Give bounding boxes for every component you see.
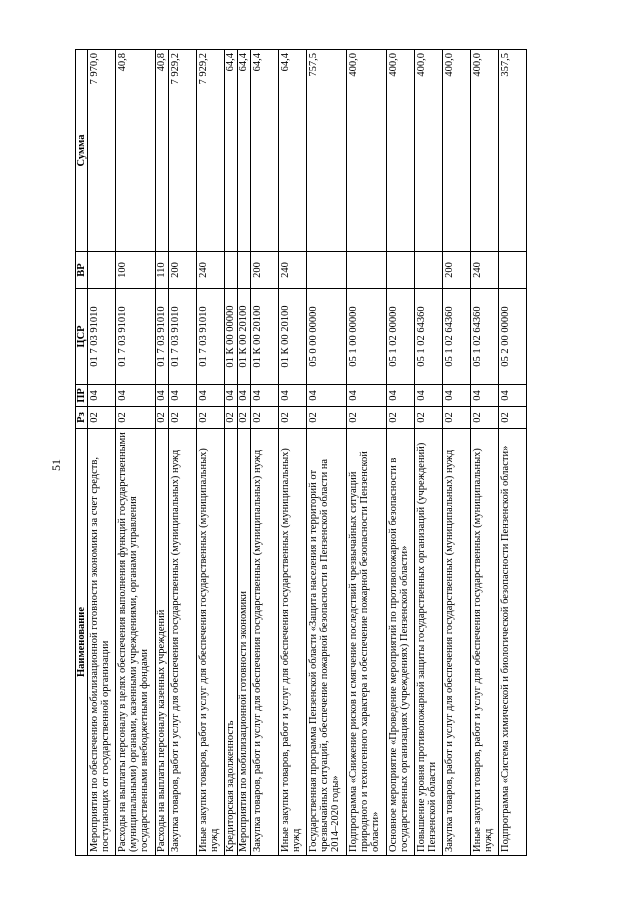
row-vr: [415, 252, 443, 289]
row-name: Иные закупки товаров, работ и услуг для обеспечения государственных (муниципальных) нужд: [471, 429, 499, 856]
row-vr: 200: [169, 252, 197, 289]
table-row: [387, 50, 415, 856]
row-csr: 01 7 03 91010: [197, 289, 225, 385]
row-vr: 110: [156, 252, 169, 289]
page-number: 51: [48, 459, 63, 471]
row-pr: 04: [387, 385, 415, 407]
table-row: [499, 50, 527, 856]
budget-table-sheet: [75, 50, 585, 856]
row-rz: 02: [169, 407, 197, 429]
row-pr: 04: [347, 385, 387, 407]
table-row: [169, 50, 197, 856]
row-rz: 02: [307, 407, 347, 429]
row-rz: 02: [88, 407, 116, 429]
row-vr: 240: [471, 252, 499, 289]
row-pr: 04: [156, 385, 169, 407]
header-name: Наименование: [76, 429, 88, 856]
row-vr: [307, 252, 347, 289]
row-vr: [225, 252, 238, 289]
row-name: Кредиторская задолженность: [225, 429, 238, 856]
row-csr: 05 0 00 00000: [307, 289, 347, 385]
table-row: [225, 50, 238, 856]
row-name: Закупка товаров, работ и услуг для обеспечения государственных (муниципальных) нужд: [169, 429, 197, 856]
row-sum: 40,8: [156, 50, 169, 252]
table-row: [415, 50, 443, 856]
row-vr: [499, 252, 527, 289]
row-vr: [238, 252, 251, 289]
row-vr: 100: [116, 252, 156, 289]
row-csr: 01 7 03 91010: [88, 289, 116, 385]
row-name: Основное мероприятие «Проведение мероприятий по противопожарной безопасности в государственных организациях (учреждениях) Пензенской области»: [387, 429, 415, 856]
row-name: Иные закупки товаров, работ и услуг для обеспечения государственных (муниципальных) нужд: [279, 429, 307, 856]
header-sum: Сумма: [76, 50, 88, 252]
row-sum: 757,5: [307, 50, 347, 252]
table-row: [238, 50, 251, 856]
table-row: [116, 50, 156, 856]
row-pr: 04: [116, 385, 156, 407]
row-sum: 400,0: [443, 50, 471, 252]
table-row: [279, 50, 307, 856]
row-csr: 05 1 00 00000: [347, 289, 387, 385]
row-pr: 04: [251, 385, 279, 407]
row-name: Закупка товаров, работ и услуг для обеспечения государственных (муниципальных) нужд: [251, 429, 279, 856]
row-rz: 02: [116, 407, 156, 429]
table-row: [197, 50, 225, 856]
table-row: [251, 50, 279, 856]
row-csr: 01 К 00 20100: [279, 289, 307, 385]
budget-table: [75, 49, 527, 856]
row-sum: 400,0: [471, 50, 499, 252]
row-name: Мероприятия по обеспечению мобилизационной готовности экономики за счет средств, поступающих от государственной организации: [88, 429, 116, 856]
row-name: Расходы на выплаты персоналу в целях обеспечения выполнения функций государственными (муниципальными) органами, казенными учреждениями, органами управления государственными внебюджетными фондами: [116, 429, 156, 856]
row-vr: [387, 252, 415, 289]
table-header-row: [76, 50, 88, 856]
table-row: [307, 50, 347, 856]
row-rz: 02: [347, 407, 387, 429]
row-pr: 04: [279, 385, 307, 407]
row-csr: 05 1 02 00000: [387, 289, 415, 385]
row-sum: 64,4: [279, 50, 307, 252]
row-csr: 05 2 00 00000: [499, 289, 527, 385]
table-row: [156, 50, 169, 856]
row-sum: 7 970,0: [88, 50, 116, 252]
row-sum: 400,0: [347, 50, 387, 252]
row-sum: 40,8: [116, 50, 156, 252]
row-csr: 05 1 02 64360: [471, 289, 499, 385]
row-csr: 05 1 02 64360: [443, 289, 471, 385]
row-sum: 7 929,2: [169, 50, 197, 252]
row-vr: 240: [279, 252, 307, 289]
row-vr: 240: [197, 252, 225, 289]
header-pr: ПР: [76, 385, 88, 407]
row-rz: 02: [471, 407, 499, 429]
row-rz: 02: [251, 407, 279, 429]
row-rz: 02: [156, 407, 169, 429]
header-csr: ЦСР: [76, 289, 88, 385]
row-csr: 01 К 00 20100: [251, 289, 279, 385]
row-pr: 04: [307, 385, 347, 407]
row-rz: 02: [387, 407, 415, 429]
row-name: Повышение уровня противопожарной защиты государственных организаций (учреждений) Пензенской области: [415, 429, 443, 856]
row-sum: 357,5: [499, 50, 527, 252]
row-rz: 02: [197, 407, 225, 429]
row-rz: 02: [415, 407, 443, 429]
table-row: [88, 50, 116, 856]
row-vr: [88, 252, 116, 289]
row-name: Расходы на выплаты персоналу казенных учреждений: [156, 429, 169, 856]
row-sum: 64,4: [238, 50, 251, 252]
row-name: Подпрограмма «Снижение рисков и смягчение последствий чрезвычайных ситуаций природного и техногенного характера и обеспечение пожарной безопасности Пензенской области»: [347, 429, 387, 856]
row-name: Подпрограмма «Система химической и биологической безопасности Пензенской области»: [499, 429, 527, 856]
row-sum: 400,0: [387, 50, 415, 252]
row-csr: 01 К 00 20100: [238, 289, 251, 385]
row-pr: 04: [88, 385, 116, 407]
row-pr: 04: [169, 385, 197, 407]
row-csr: 01 7 03 91010: [169, 289, 197, 385]
row-vr: 200: [251, 252, 279, 289]
header-rz: Рз: [76, 407, 88, 429]
header-vr: ВР: [76, 252, 88, 289]
row-sum: 64,4: [251, 50, 279, 252]
row-sum: 64,4: [225, 50, 238, 252]
row-rz: 02: [238, 407, 251, 429]
row-csr: 01 7 03 91010: [116, 289, 156, 385]
row-pr: 04: [225, 385, 238, 407]
row-sum: 400,0: [415, 50, 443, 252]
row-csr: 05 1 02 64360: [415, 289, 443, 385]
row-rz: 02: [443, 407, 471, 429]
row-vr: 200: [443, 252, 471, 289]
table-row: [347, 50, 387, 856]
row-name: Иные закупки товаров, работ и услуг для обеспечения государственных (муниципальных) нужд: [197, 429, 225, 856]
row-vr: [347, 252, 387, 289]
row-name: Закупка товаров, работ и услуг для обеспечения государственных (муниципальных) нужд: [443, 429, 471, 856]
table-row: [443, 50, 471, 856]
row-pr: 04: [197, 385, 225, 407]
row-pr: 04: [415, 385, 443, 407]
row-pr: 04: [499, 385, 527, 407]
table-row: [471, 50, 499, 856]
row-sum: 7 929,2: [197, 50, 225, 252]
row-pr: 04: [471, 385, 499, 407]
row-csr: 01 К 00 00000: [225, 289, 238, 385]
row-name: Государственная программа Пензенской области «Защита населения и территорий от чрезвычайных ситуаций, обеспечение пожарной безопасности в Пензенской области на 2014–2020 годы»: [307, 429, 347, 856]
row-pr: 04: [238, 385, 251, 407]
row-rz: 02: [225, 407, 238, 429]
row-pr: 04: [443, 385, 471, 407]
row-rz: 02: [499, 407, 527, 429]
row-rz: 02: [279, 407, 307, 429]
row-name: Мероприятия по мобилизационной готовности экономики: [238, 429, 251, 856]
row-csr: 01 7 03 91010: [156, 289, 169, 385]
